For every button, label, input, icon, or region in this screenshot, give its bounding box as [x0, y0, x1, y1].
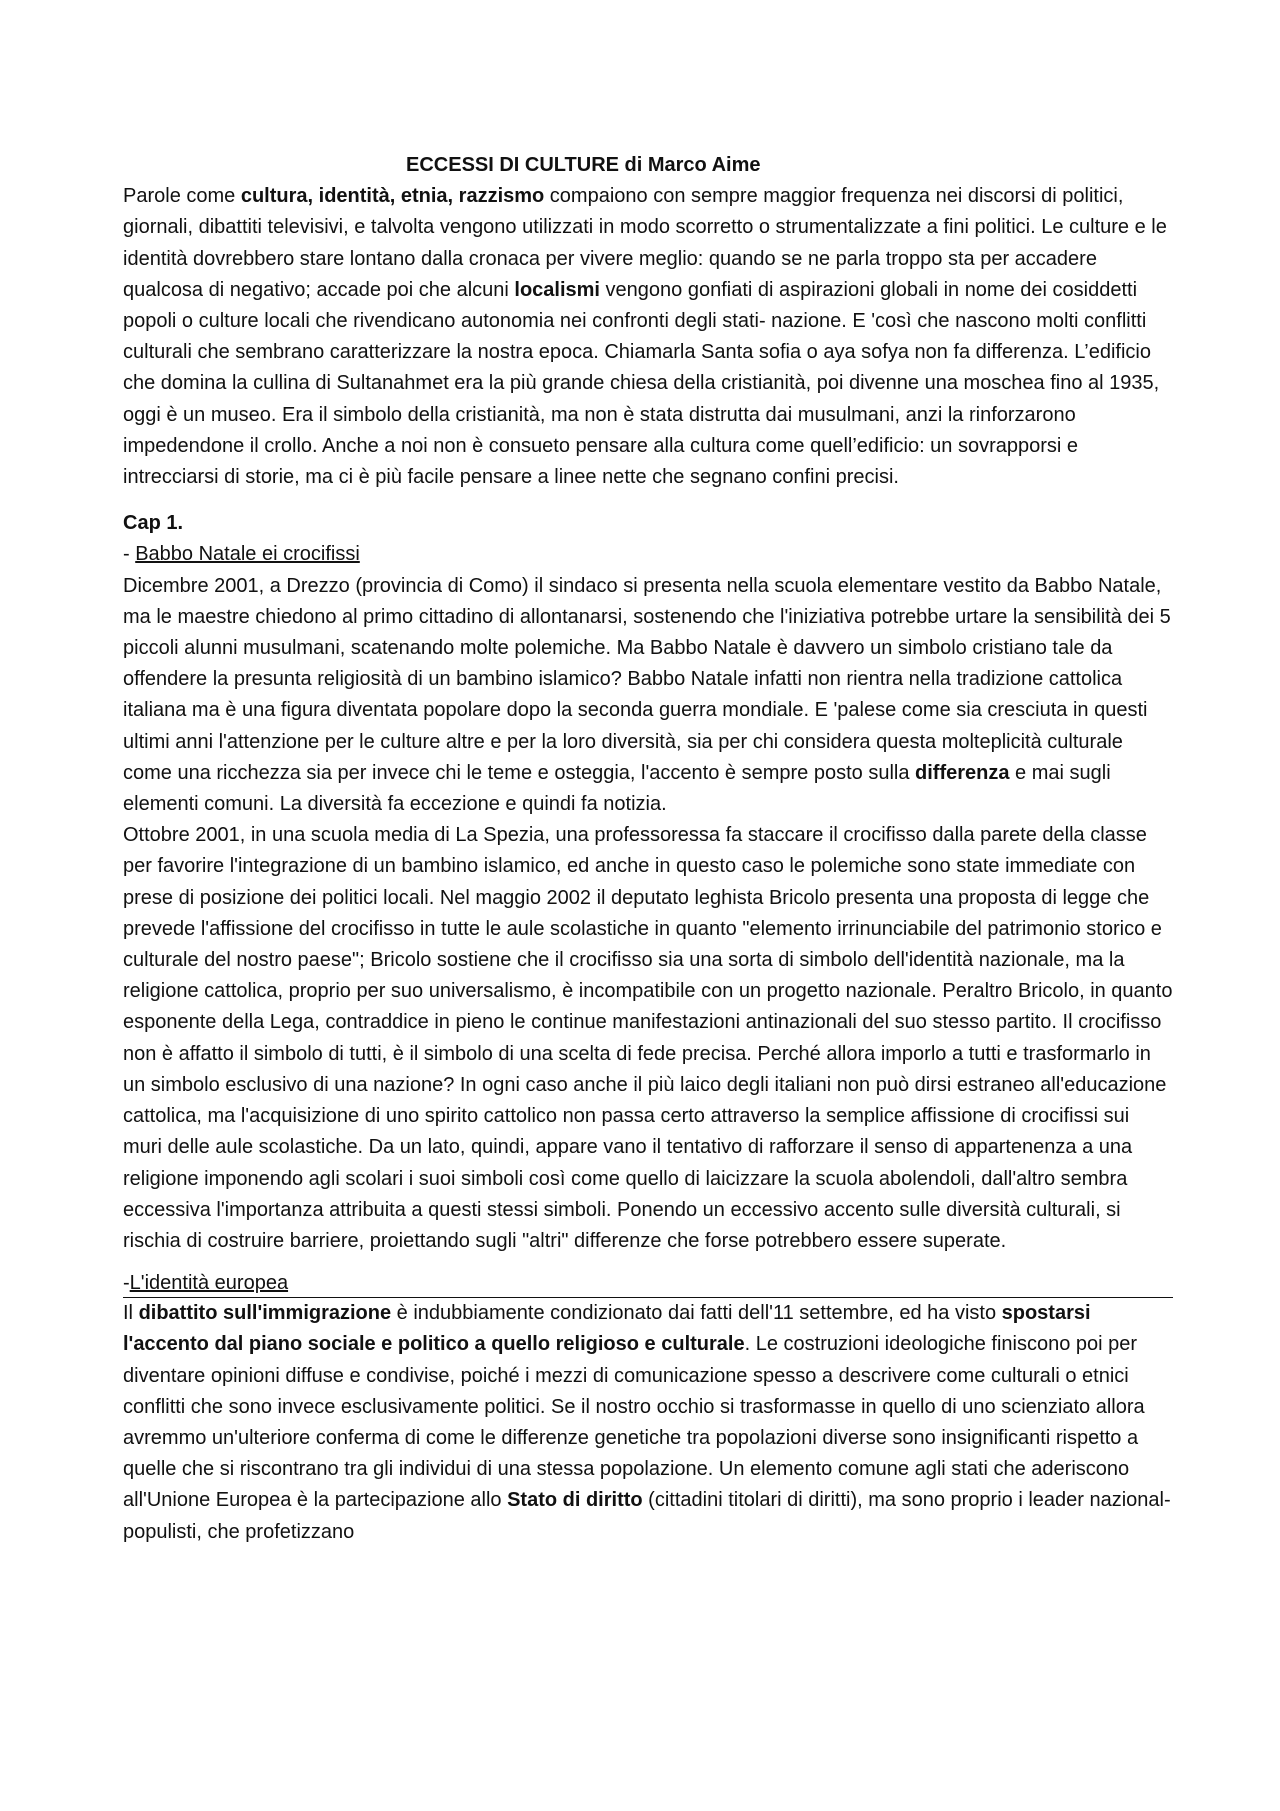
subheading-prefix: -: [123, 543, 136, 566]
chapter-heading: Cap 1.: [123, 512, 184, 535]
immig-bold-accento: spostarsi l'accento dal piano sociale e politico a quello religioso e culturale: [123, 1302, 1091, 1356]
immig-text-2: . Le costruzioni ideologiche finiscono poi per diventare opinioni diffuse e condivise, poiché i mezzi di comunicazione spesso a descrivere come culturali o etnici conflitti che sono invece esclusivamente politici. Se il nostro occhio si trasformasse in quello di uno scienziato allora avremmo un'ulteriore conferma di come le differenze genetiche tra popolazioni diverse sono insignificanti rispetto a quelle che si riscontrano tra gli individui di una stessa popolazione. Un elemento comune agli stati che aderiscono all'Unione Europea è la partecipazione allo: [123, 1333, 1145, 1512]
paragraph-immigrazione: [123, 1298, 1173, 1548]
document-title: ECCESSI DI CULTURE di Marco Aime: [406, 154, 761, 176]
document-page: [123, 150, 1173, 1548]
subheading-prefix-2: -: [123, 1272, 130, 1295]
intro-paragraph: [123, 181, 1173, 493]
intro-bold-localismi: localismi: [514, 278, 600, 301]
drezzo-text-1: e mai sugli elementi comuni. La diversità fa eccezione e quindi fa notizia.: [123, 761, 1111, 816]
intro-text-1: compaiono con sempre maggior frequenza nei discorsi di politici, giornali, dibattiti televisivi, e talvolta vengono utilizzati in modo scorretto o strumentalizzate a fini politici. Le culture e le identità dovrebbero stare lontano dalla cronaca per vivere meglio: quando se ne parla troppo sta per accadere qualcosa di negativo; accade poi che alcuni: [123, 185, 1167, 301]
paragraph-la-spezia: Ottobre 2001, in una scuola media di La Spezia, una professoressa fa staccare il crocifisso dalla parete della classe per favorire l'integrazione di un bambino islamico, ed anche in questo caso le polemiche sono state immediate con prese di posizione dei politici locali. Nel maggio 2002 il deputato leghista Bricolo presenta una proposta di legge che prevede l'affissione del crocifisso in tutte le aule scolastiche in quanto "elemento irrinunciabile del patrimonio storico e culturale del nostro paese"; Bricolo sostiene che il crocifisso sia una sorta di simbolo dell'identità nazionale, ma la religione cattolica, proprio per suo universalismo, è incompatibile con un progetto nazionale. Peraltro Bricolo, in quanto esponente della Lega, contraddice in pieno le continue manifestazioni antinazionali del suo stesso partito. Il crocifisso non è affatto il simbolo di tutti, è il simbolo di una scelta di fede precisa. Perché allora imporlo a tutti e trasformarlo in un simbolo esclusivo di una nazione? In ogni caso anche il più laico degli italiani non può dirsi estraneo all'educazione cattolica, ma l'acquisizione di uno spirito cattolico non passa certo attraverso la semplice affissione di crocifissi sui muri delle aule scolastiche. Da un lato, quindi, appare vano il tentativo di rafforzare il senso di appartenenza a una religione imponendo agli scolari i suoi simboli così come quello di laicizzare la scuola abolendoli, dall'altro sembra eccessiva l'importanza attribuita a questi stessi simboli. Ponendo un eccessivo accento sulle diversità culturali, si rischia di costruire barriere, proiettando sugli "altri" differenze che forse potrebbero essere superate.: [123, 824, 1173, 1252]
subheading-babbo-natale: [123, 539, 1173, 570]
paragraph-drezzo: [123, 571, 1173, 821]
subheading-identita-europea: [123, 1269, 1173, 1298]
intro-bold-keywords: cultura, identità, etnia, razzismo: [240, 185, 545, 208]
immig-text-1: è indubbiamente condizionato dai fatti dell'11 settembre, ed ha visto: [391, 1302, 1002, 1325]
intro-text-0: Parole come: [123, 185, 241, 208]
drezzo-text-0: Dicembre 2001, a Drezzo (provincia di Como) il sindaco si presenta nella scuola elementare vestito da Babbo Natale, ma le maestre chiedono al primo cittadino di allontanarsi, sostenendo che l'iniziativa potrebbe urtare la sensibilità dei 5 piccoli alunni musulmani, scatenando molte polemiche. Ma Babbo Natale è davvero un simbolo cristiano tale da offendere la presunta religiosità di un bambino islamico? Babbo Natale infatti non rientra nella tradizione cattolica italiana ma è una figura diventata popolare dopo la seconda guerra mondiale. E 'palese come sia cresciuta in questi ultimi anni l'attenzione per le culture altre e per la loro diversità, sia per chi considera questa molteplicità culturale come una ricchezza sia per invece chi le teme e osteggia, l'accento è sempre posto sulla: [123, 574, 1171, 784]
intro-text-2: vengono gonfiati di aspirazioni globali in nome dei cosiddetti popoli o culture locali che rivendicano autonomia nei confronti degli stati- nazione. E 'così che nascono molti conflitti culturali che sembrano caratterizzare la nostra epoca. Chiamarla Santa sofia o aya sofya non fa differenza. L’edificio che domina la cullina di Sultanahmet era la più grande chiesa della cristianità, poi divenne una moschea fino al 1935, oggi è un museo. Era il simbolo della cristianità, ma non è stata distrutta dai musulmani, anzi la rinforzarono impedendone il crollo. Anche a noi non è consueto pensare alla cultura come quell’edificio: un sovrapporsi e intrecciarsi di storie, ma ci è più facile pensare a linee nette che segnano confini precisi.: [123, 278, 1160, 489]
immig-bold-dibattito: dibattito sull'immigrazione: [138, 1302, 392, 1325]
subheading-identita-europea-text: L'identità europea: [129, 1272, 289, 1295]
immig-text-3: (cittadini titolari di diritti), ma sono proprio i leader nazional-populisti, che profetizzano: [123, 1489, 1171, 1543]
immig-text-0: Il: [123, 1302, 139, 1325]
immig-bold-stato-diritto: Stato di diritto: [507, 1489, 643, 1512]
drezzo-bold-differenza: differenza: [915, 761, 1010, 784]
subheading-babbo-natale-text: Babbo Natale ei crocifissi: [135, 543, 360, 566]
